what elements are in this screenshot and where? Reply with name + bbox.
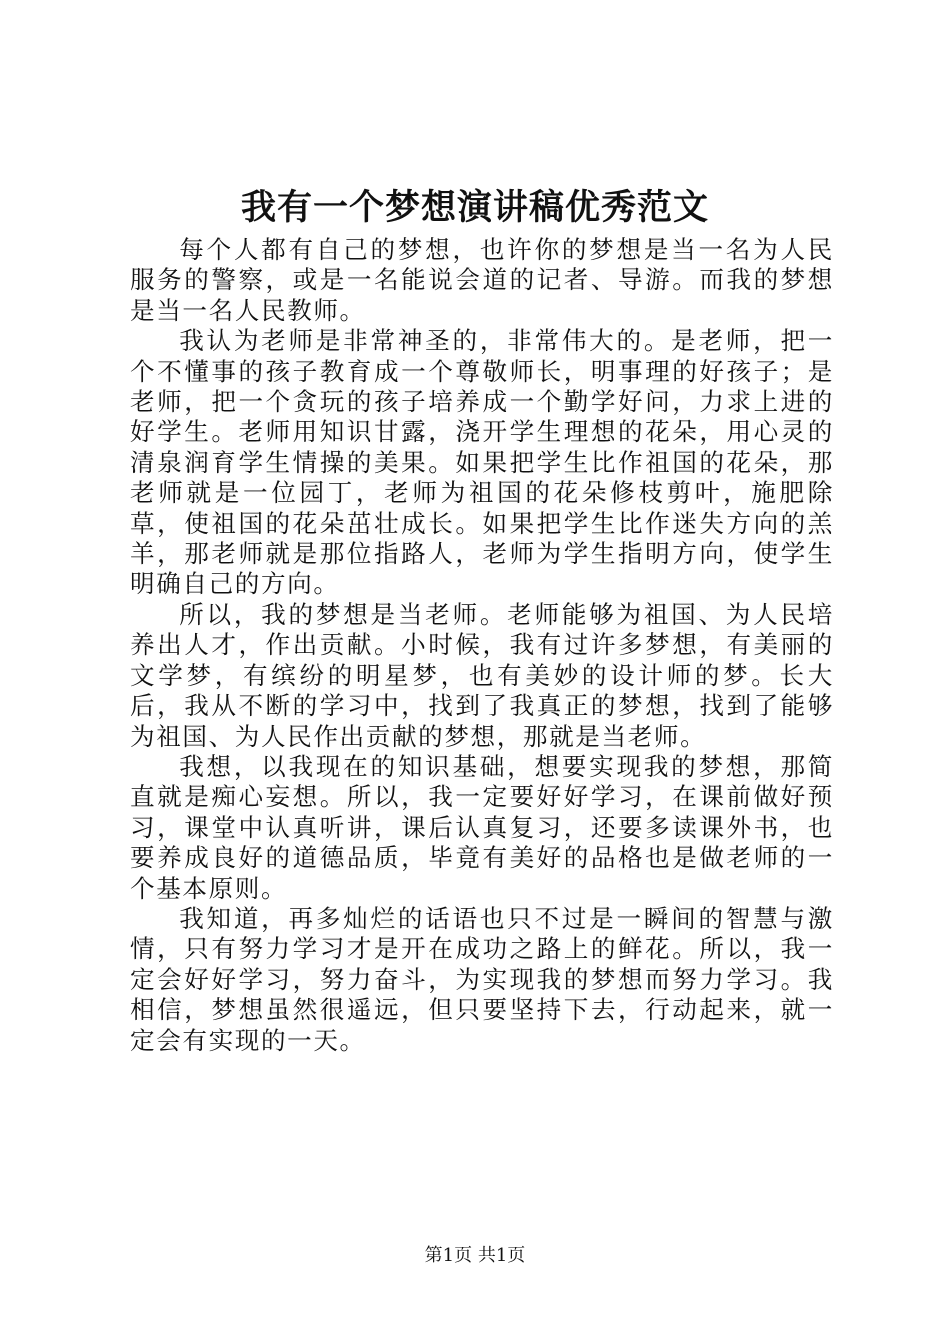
document-body xyxy=(130,235,834,1056)
paragraph-1: 每个人都有自己的梦想，也许你的梦想是当一名为人民服务的警察，或是一名能说会道的记者、导游。而我的梦想是当一名人民教师。 xyxy=(130,235,834,325)
document-title: 我有一个梦想演讲稿优秀范文 xyxy=(240,187,709,228)
paragraph-2: 我认为老师是非常神圣的，非常伟大的。是老师，把一个不懂事的孩子教育成一个尊敬师长，明事理的好孩子；是老师，把一个贪玩的孩子培养成一个勤学好问，力求上进的好学生。老师用知识甘露，浇开学生理想的花朵，用心灵的清泉润育学生情操的美果。如果把学生比作祖国的花朵，那老师就是一位园丁，老师为祖国的花朵修枝剪叶，施肥除草，使祖国的花朵茁壮成长。如果把学生比作迷失方向的羔羊，那老师就是那位指路人，老师为学生指明方向，使学生明确自己的方向。 xyxy=(130,326,834,599)
paragraph-5: 我知道，再多灿烂的话语也只不过是一瞬间的智慧与激情，只有努力学习才是开在成功之路上的鲜花。所以，我一定会好好学习，努力奋斗，为实现我的梦想而努力学习。我相信，梦想虽然很遥远，但只要坚持下去，行动起来，就一定会有实现的一天。 xyxy=(130,903,834,1055)
paragraph-4: 我想，以我现在的知识基础，想要实现我的梦想，那简直就是痴心妄想。所以，我一定要好好学习，在课前做好预习，课堂中认真听讲，课后认真复习，还要多读课外书，也要养成良好的道德品质，毕竟有美好的品格也是做老师的一个基本原则。 xyxy=(130,751,834,903)
page-number-footer: 第1页 共1页 xyxy=(424,1245,526,1266)
paragraph-3: 所以，我的梦想是当老师。老师能够为祖国、为人民培养出人才，作出贡献。小时候，我有过许多梦想，有美丽的文学梦，有缤纷的明星梦，也有美妙的设计师的梦。长大后，我从不断的学习中，找到了我真正的梦想，找到了能够为祖国、为人民作出贡献的梦想，那就是当老师。 xyxy=(130,599,834,751)
